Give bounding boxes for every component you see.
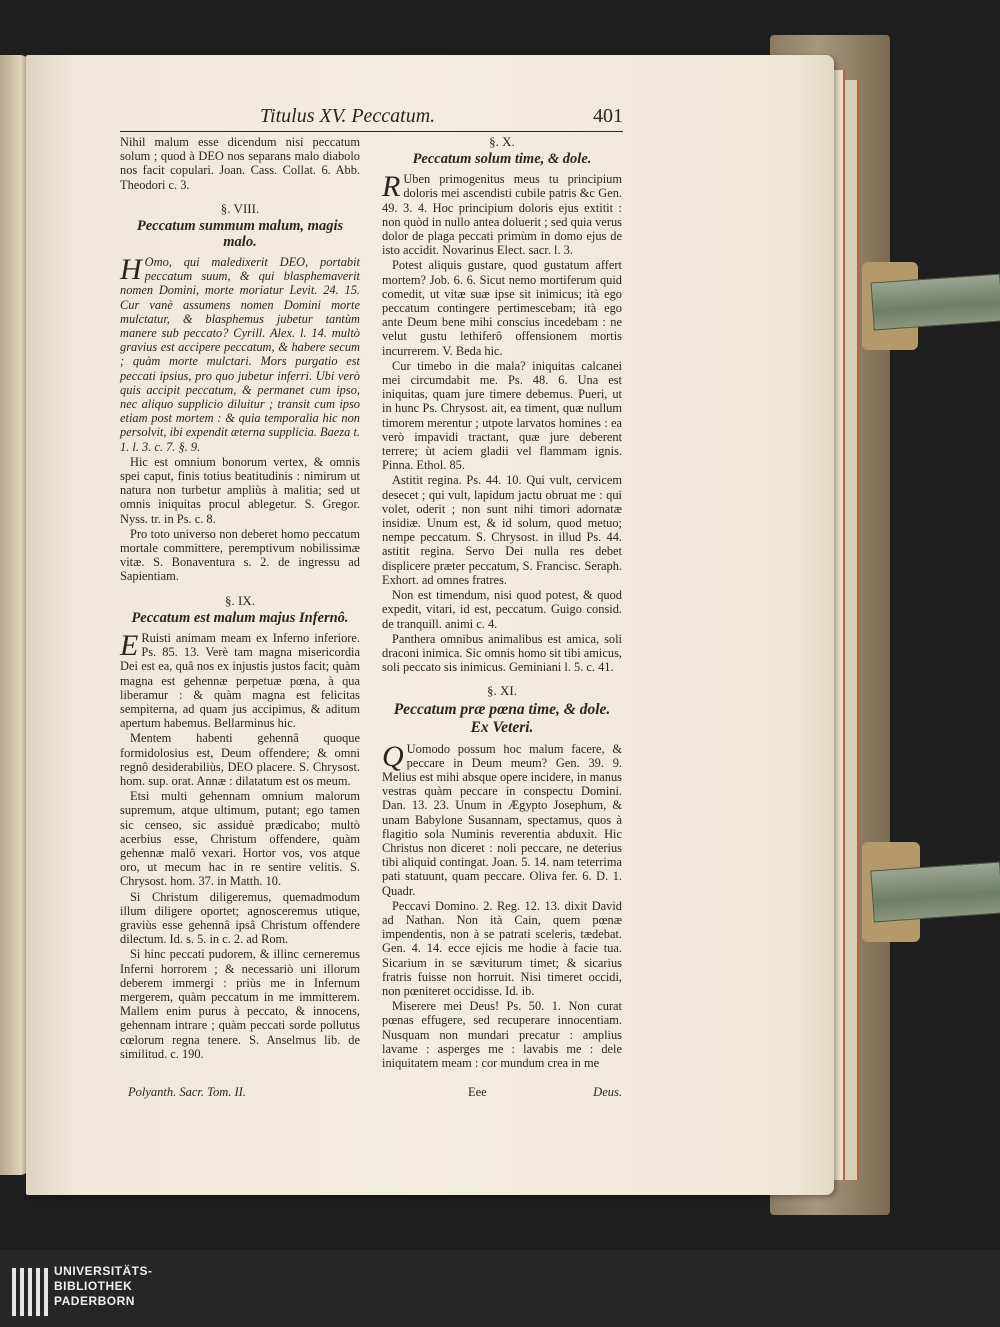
book-page bbox=[26, 55, 834, 1195]
paragraph: Etsi multi gehennam omnium malorum supremum, atque ultimum, putant; ego tamen sic censeo, sic assiduè prædicabo; multò acerbius esse, Christum offendere, quàm gehennæ malô vexari. Hortor vos, vos atque oro, ut mecum hac in re sentire velitis. S. Chrysost. hom. 37. in Matth. 10. bbox=[120, 789, 360, 889]
footer-volume: Polyanth. Sacr. Tom. II. bbox=[128, 1085, 246, 1099]
drop-cap: E bbox=[120, 628, 139, 662]
paragraph: Nihil malum esse dicendum nisi peccatum solum ; quod à DEO nos separans malo diabolo nos facit copulari. Joan. Cass. Collat. 6. Abb. Theodori c. 3. bbox=[120, 135, 360, 192]
logo-line: PADERBORN bbox=[54, 1294, 135, 1308]
signature-mark: Eee bbox=[468, 1085, 487, 1099]
drop-cap: R bbox=[382, 170, 401, 204]
paragraph: Q Uomodo possum hoc malum facere, & peccare in Deum meum? Gen. 39. 9. Melius est mihi absque opere incidere, in manus vestras quàm peccare in conspectu Domini. Dan. 13. 23. Unum in Ægypto Josephum, & unam Babylone Susannam, spectamus, quos à flagitio sola Numinis reverentia abduxit. Hic Christus non diceret : noli peccare, ne deterius tibi aliquid contingat. Joan. 5. 14. nam teterrima pati statuunt, quam peccare. Oliva fer. 6. D. 1. Quadr. bbox=[382, 739, 622, 898]
running-title: Titulus XV. Peccatum. bbox=[260, 105, 436, 127]
paragraph: E Ruisti animam meam ex Inferno inferiore. Ps. 85. 13. Verè tam magna misericordia Dei est ea, quâ nos ex injustis justos facit; quàm magna est gehennæ perpetuæ pœna, à qua liberamur : & quàm magna est felicitas sempiterna, ad quam jus accipimus, & aditum apertum habemus. Bellarminus hic. bbox=[120, 628, 360, 731]
paragraph: Si hinc peccati pudorem, & illinc cerneremus Inferni horrorem ; & necessariò uni illorum deberem immergi : priùs me in Infernum mergerem, quàm peccatum in me immitterem. Mallem enim purus à peccato, & innocens, gehennam intrare ; quàm peccati sorde pollutus cœlorum regna tenere. S. Anselmus lib. de similitud. c. 190. bbox=[120, 947, 360, 1061]
paragraph: H Omo, qui maledixerit DEO, portabit peccatum suum, & qui blasphemaverit nomen Domini, morte moriatur Levit. 24. 15. Cur vanè assumens nomen Domini morte mulctatur, & blasphemus jubetur tantùm manere sub peccato? Cyrill. Alex. l. 14. multò gravius est accipere peccatum, & habere secum ; quàm morte mulctari. Mors purgatio est peccati ipsius, pro quo jubetur inferri. Ubi verò quis accipit peccatum, & permanet cum ipso, nec aliquo supplicio diluitur ; transit cum ipso etiam post mortem : & quia temporalia hic non persolvit, ibi expendit æterna supplicia. Baeza t. 1. l. 3. c. 7. §. 9. bbox=[120, 253, 360, 454]
drop-cap: H bbox=[120, 253, 142, 287]
library-logo-icon bbox=[12, 1268, 48, 1316]
paragraph: Panthera omnibus animalibus est amica, soli draconi inimica. Sic omnis homo sit tibi amicus, soli peccato sis inimicus. Geminiani l. 5. c. 41. bbox=[382, 631, 622, 675]
catchword: Deus. bbox=[593, 1085, 622, 1099]
paragraph: R Uben primogenitus meus tu principium doloris mei ascendisti cubile patris &c Gen. 49. 3. 4. Hoc principium doloris ejus extitit : non quòd in nullo antea doluerit ; sed quia verus dolor de plaga peccati primùm in domo ejus de isto accidit. Novarinus Elect. sacr. l. 3. bbox=[382, 170, 622, 258]
paragraph: Non est timendum, nisi quod potest, & quod expedit, vitari, id est, peccatum. Guigo consid. de tranquill. animi c. 4. bbox=[382, 588, 622, 631]
section-number: §. XI. bbox=[487, 683, 517, 699]
section-number: §. IX. bbox=[225, 592, 255, 608]
logo-line: BIBLIOTHEK bbox=[54, 1279, 133, 1293]
running-header bbox=[120, 105, 623, 132]
paragraph: Mentem habenti gehennâ quoque formidolosius est, Deum offendere; & omni regnô desiderabiliùs, DEO placere. S. Chrysost. hom. sup. orat. Annæ : dilatatum est os meum. bbox=[120, 731, 360, 788]
clasp-bottom bbox=[870, 862, 1000, 923]
drop-cap: Q bbox=[382, 739, 404, 773]
paragraph: Pro toto universo non deberet homo peccatum mortale committere, peremptivum nobilissimæ vitæ. S. Bonaventura s. 2. de ingressu ad Sapientiam. bbox=[120, 526, 360, 584]
paragraph: Astitit regina. Ps. 44. 10. Qui vult, cervicem desecet ; qui vult, lapidum jactu obruat me : qui volet, oderit ; non sunt nihi timori adornatæ insidiæ. Unum est, & id solum, quod metuo; nempe peccatum. S. Chrysost. in illud Ps. 44. astitit regina. Servo Dei nulla res debet displicere præter peccatum, S. Francisc. Seraph. Exhort. ad omnes fratres. bbox=[382, 473, 622, 587]
left-column bbox=[120, 135, 360, 1062]
section-subheading: Ex Veteri. bbox=[470, 718, 534, 736]
section-heading: Peccatum summum malum, magis malo. bbox=[136, 218, 344, 251]
right-column bbox=[382, 135, 622, 1071]
library-footer-bar bbox=[0, 1250, 1000, 1327]
page-number: 401 bbox=[593, 105, 623, 127]
paragraph: Hic est omnium bonorum vertex, & omnis spei caput, finis totius beatitudinis : nimirum ut natura non turbetur ampliùs à malitia; sed ut omnis iniquitas procul ablegetur. S. Gregor. Nyss. tr. in Ps. c. 8. bbox=[120, 454, 360, 526]
paragraph: Si Christum diligeremus, quemadmodum illum diligere oportet; agnosceremus utique, graviùs esse gehennâ ipsâ Christum offendere dilectum. Id. s. 5. in c. 2. ad Rom. bbox=[120, 889, 360, 947]
paragraph: Miserere mei Deus! Ps. 50. 1. Non curat pœnas effugere, sed recuperare innocentiam. Nusquam non mundari precatur : amplius lavame : asperges me : lavabis me : dele iniquitatem meam : cor mundum crea in me bbox=[382, 999, 622, 1070]
section-heading: Peccatum est malum majus Infernô. bbox=[131, 609, 349, 626]
section-number: §. VIII. bbox=[220, 200, 260, 216]
paragraph: Cur timebo in die mala? iniquitas calcanei mei circumdabit me. Ps. 48. 6. Una est iniquitas, quam jure timere debemus. Pueri, ut in hunc Ps. Chrysost. ait, ea timent, quæ nullum timorem merentur ; utpote larvatos homines : ea verò impavidi tractant, quæ jure deberent terrere; ùt aciem gladii vel flammam ignis. Pinna. Ethol. 85. bbox=[382, 358, 622, 473]
logo-line: UNIVERSITÄTS- bbox=[54, 1264, 153, 1278]
section-number: §. X. bbox=[489, 134, 515, 149]
paragraph: Peccavi Domino. 2. Reg. 12. 13. dixit David ad Nathan. Non ità Cain, quem pœnæ impendentis, non à se patrati sceleris, tædebat. Gen. 4. 14. ecce ejicis me hodie à facie tua. Sicarium in se sæviturum timet; & sicarius fratris fuisse non horruit. Nisi timeret occidi, non pœniteret occidisse. Id. ib. bbox=[382, 898, 622, 998]
section-heading: Peccatum præ pœna time, & dole. bbox=[393, 700, 611, 718]
section-heading: Peccatum solum time, & dole. bbox=[412, 151, 592, 168]
paragraph: Potest aliquis gustare, quod gustatum affert mortem? Job. 6. 6. Sicut nemo mortiferum quid comedit, ut vitæ suæ ipse sit inimicus; ità ego peccatum contingere pertimescebam; ità ego ante Deum bene mihi conscius incedebam : ne velut gustu lethiferô offensionem mortis incurrerem. V. Beda hic. bbox=[382, 258, 622, 358]
library-logo-text bbox=[54, 1264, 153, 1309]
clasp-top bbox=[870, 274, 1000, 331]
